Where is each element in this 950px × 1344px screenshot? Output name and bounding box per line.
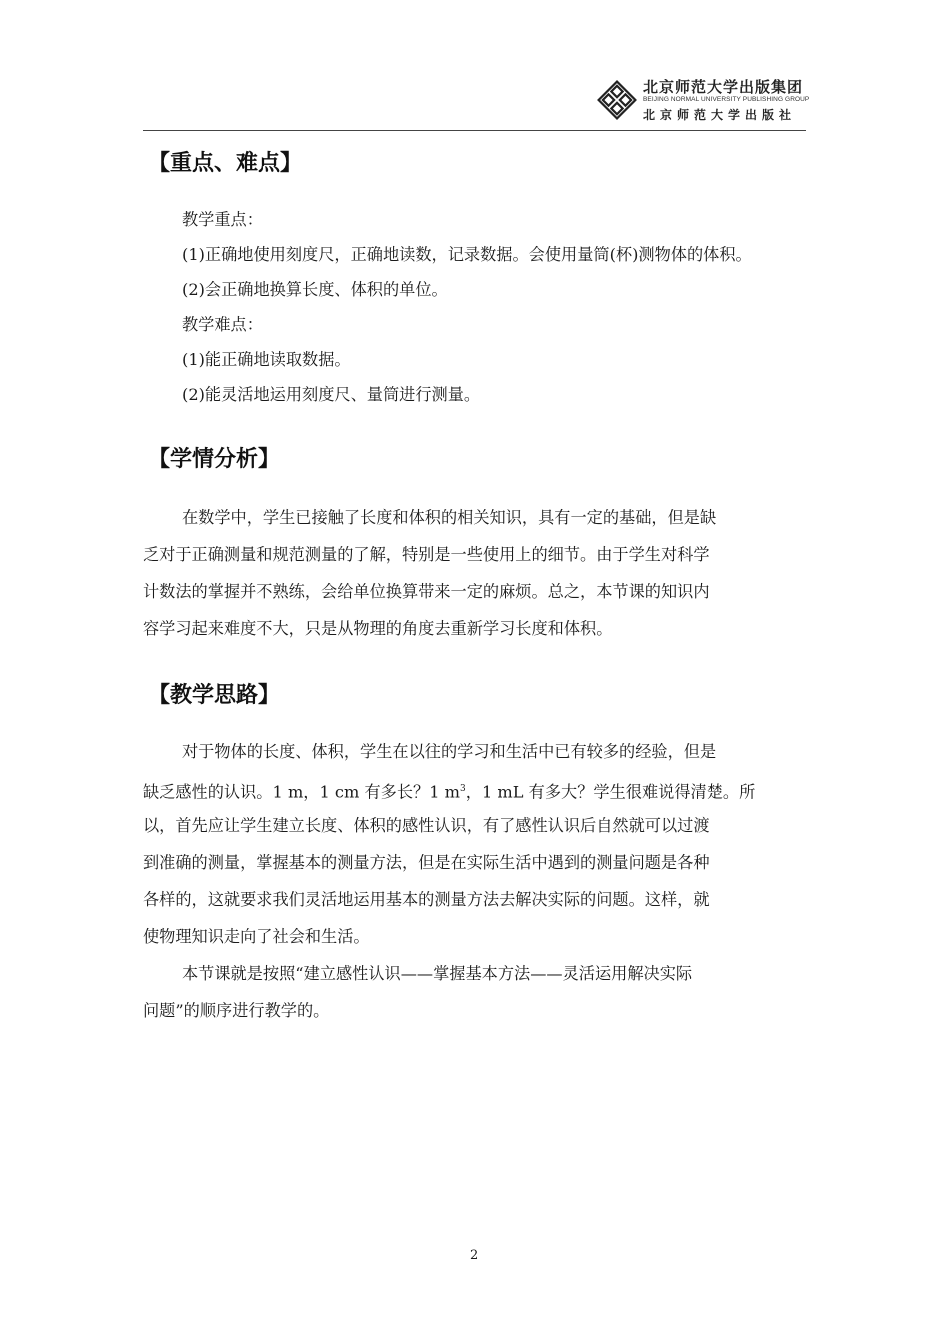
superscript-cubed: 3 xyxy=(460,784,466,794)
publisher-name-cn: 北京师范大学出版集团 xyxy=(643,78,804,96)
section-heading-analysis: 【学情分析】 xyxy=(148,447,281,472)
approach-line-2 xyxy=(143,779,755,802)
approach-line-1: 对于物体的长度、体积，学生在以往的学习和生活中已有较多的经验，但是 xyxy=(182,742,717,761)
approach-line-2-part-b: ，1 mL 有多大？学生很难说得清楚。所 xyxy=(465,782,756,802)
section-heading-approach: 【教学思路】 xyxy=(148,683,281,708)
focus-line-4: 教学难点： xyxy=(182,315,263,334)
publisher-name-en: BEIJING NORMAL UNIVERSITY PUBLISHING GROUP xyxy=(643,96,810,103)
press-name-cn: 北京师范大学出版社 xyxy=(643,108,797,122)
analysis-line-3: 计数法的掌握并不熟练，会给单位换算带来一定的麻烦。总之，本节课的知识内 xyxy=(143,582,710,601)
focus-line-5: (1)能正确地读取数据。 xyxy=(182,350,351,369)
focus-line-3: (2)会正确地换算长度、体积的单位。 xyxy=(182,280,448,299)
focus-line-2: (1)正确地使用刻度尺，正确地读数，记录数据。会使用量筒(杯)测物体的体积。 xyxy=(182,245,752,264)
publisher-logo xyxy=(597,76,812,126)
approach-line-5: 各样的，这就要求我们灵活地运用基本的测量方法去解决实际的问题。这样，就 xyxy=(143,890,710,909)
approach-line-2-part-a: 缺乏感性的认识。1 m，1 cm 有多长？1 m xyxy=(143,782,461,802)
publisher-emblem-icon xyxy=(597,80,637,120)
page-number: 2 xyxy=(470,1248,479,1263)
focus-line-1: 教学重点： xyxy=(182,210,263,229)
approach-line-7: 本节课就是按照“建立感性认识——掌握基本方法——灵活运用解决实际 xyxy=(182,964,693,983)
section-heading-focus: 【重点、难点】 xyxy=(148,151,303,176)
approach-line-4: 到准确的测量，掌握基本的测量方法，但是在实际生活中遇到的测量问题是各种 xyxy=(143,853,710,872)
approach-line-6: 使物理知识走向了社会和生活。 xyxy=(143,927,370,946)
analysis-line-2: 乏对于正确测量和规范测量的了解，特别是一些使用上的细节。由于学生对科学 xyxy=(143,545,710,564)
focus-line-6: (2)能灵活地运用刻度尺、量筒进行测量。 xyxy=(182,385,481,404)
approach-line-3: 以，首先应让学生建立长度、体积的感性认识，有了感性认识后自然就可以过渡 xyxy=(143,816,710,835)
approach-line-8: 问题”的顺序进行教学的。 xyxy=(143,1001,330,1020)
analysis-line-4: 容学习起来难度不大，只是从物理的角度去重新学习长度和体积。 xyxy=(143,619,613,638)
header-divider xyxy=(143,130,806,131)
analysis-line-1: 在数学中，学生已接触了长度和体积的相关知识，具有一定的基础，但是缺 xyxy=(182,508,717,527)
